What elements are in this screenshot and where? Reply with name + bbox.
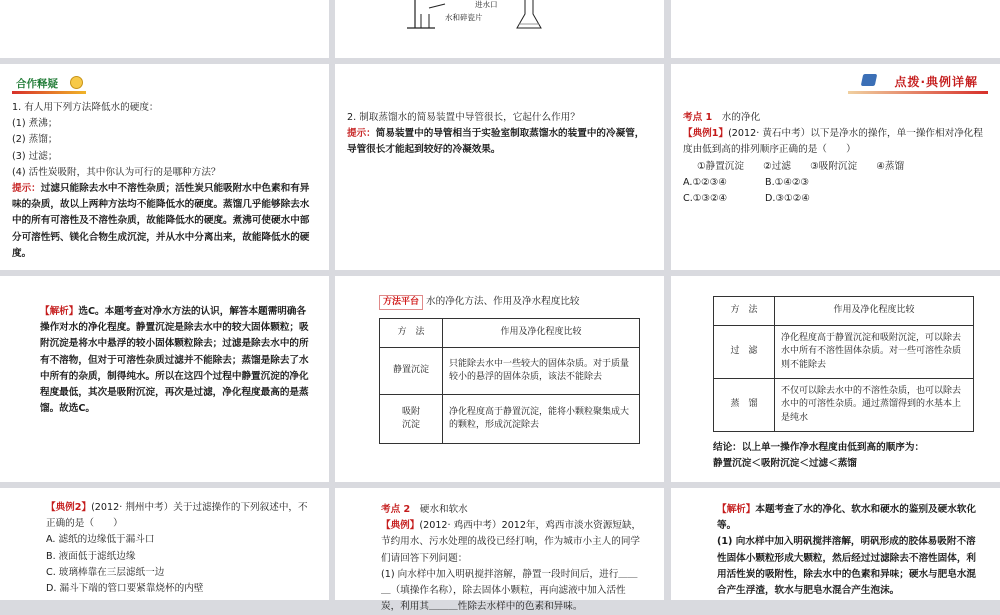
- column-header-method: 方 法: [714, 297, 775, 326]
- section-header-examples: [848, 72, 988, 92]
- section-header-label: 点拨·典例详解: [894, 75, 978, 89]
- example-text: (2012· 黄石中考）以下是净水的操作，单一操作相对净化程度由低到高的排列顺序正确的是（ ）: [683, 128, 983, 156]
- method-cell: 静置沉淀: [380, 348, 443, 395]
- table-header-row: [380, 319, 640, 348]
- example-text: (2012· 鸡西中考）2012年，鸡西市淡水资源短缺，节约用水、污水处理的战役已经打响，作为城市小主人的同学们请回答下列问题：: [381, 520, 642, 564]
- method-tag: 方法平台: [379, 295, 423, 310]
- table-row: [380, 395, 640, 444]
- question-1: (1) 向水样中加入明矾搅拌溶解，静置一段时间后，进行＿＿＿（填操作名称），除去固体小颗粒，再向滤液中加入活性炭，利用其＿＿＿性除去水样中的色素和异味。: [381, 568, 638, 613]
- slide-example-3: [335, 488, 664, 613]
- analysis-text: 本题考查了水的净化、软水和硬水的鉴别及硬水软化等。: [717, 504, 977, 532]
- choice-d: D. 漏斗下端的管口要紧靠烧杯的内壁: [46, 583, 204, 595]
- topic-label: 考点 1: [683, 112, 713, 123]
- option-3: (3) 过滤；: [12, 150, 58, 162]
- analysis-label: 【解析】: [40, 306, 79, 317]
- slide-top-middle: [335, 0, 664, 58]
- table-header-row: [714, 297, 974, 326]
- example-label: 【典例】: [381, 520, 420, 532]
- section-header-underline: [848, 91, 988, 94]
- example-paragraph: [683, 126, 988, 158]
- column-header-method: 方 法: [380, 319, 443, 348]
- topic-heading: [381, 502, 644, 518]
- table-row: [714, 379, 974, 432]
- description-cell: 净化程度高于静置沉淀，能将小颗粒聚集成大的颗粒，形成沉淀除去: [443, 395, 640, 444]
- section-header-underline: [12, 91, 86, 94]
- method-comparison-table: [713, 296, 974, 432]
- method-cell: 蒸 馏: [714, 379, 775, 432]
- hint-label: 提示：: [347, 128, 376, 140]
- topic-title: 水的净化: [721, 112, 761, 123]
- table-row: [714, 326, 974, 379]
- description-cell: 不仅可以除去水中的不溶性杂质，也可以除去水中的可溶性杂质。通过蒸馏得到的水基本上是纯水: [775, 379, 974, 432]
- hint-text: 过滤只能除去水中不溶性杂质；活性炭只能吸附水中色素和有异味的杂质，故以上两种方法均不能降低水的硬度。蒸馏几乎能够除去水中的所有可溶性及不溶性杂质，故能降低水的硬度。煮沸可使硬水中部分可溶性钙、镁化合物生成沉淀，并从水中分离出来，故能降低水的硬度。: [12, 183, 310, 259]
- slide-discussion-q1: [0, 64, 329, 270]
- slide-top-right: [671, 0, 1000, 58]
- question-text: 1. 有人用下列方法降低水的硬度：: [12, 102, 159, 113]
- method-title: 水的净化方法、作用及净水程度比较: [426, 296, 580, 307]
- column-header-description: 作用及净化程度比较: [443, 319, 640, 348]
- option-2: (2) 蒸馏；: [12, 134, 58, 146]
- hint-paragraph: [347, 126, 652, 158]
- option-4: (4) 活性炭吸附，其中你认为可行的是哪种方法？: [12, 166, 221, 178]
- column-header-description: 作用及净化程度比较: [775, 297, 974, 326]
- topic-heading: [683, 110, 988, 126]
- diagram-label-water: 水和碎瓷片: [445, 13, 483, 22]
- slide-example-2: [0, 488, 329, 600]
- analysis-label: 【解析】: [717, 504, 756, 515]
- question-text: 2. 制取蒸馏水的简易装置中导管很长，它起什么作用？: [347, 112, 580, 123]
- example-label: 【典例1】: [683, 128, 729, 140]
- method-cell: 过 滤: [714, 326, 775, 379]
- section-header-discussion: [12, 74, 86, 94]
- analysis-paragraph: [40, 304, 311, 417]
- analysis-paragraph: [717, 502, 982, 534]
- choice-d: D.③①②④: [765, 193, 810, 205]
- section-header-label: 合作释疑: [16, 78, 58, 90]
- operations-list: ①静置沉淀 ②过滤 ③吸附沉淀 ④蒸馏: [697, 160, 905, 172]
- smiley-icon: [70, 76, 83, 89]
- example-paragraph: [46, 500, 317, 532]
- slide-analysis-1: [0, 276, 329, 482]
- example-paragraph: [381, 518, 644, 567]
- analysis-text: 选C。本题考查对净水方法的认识，解答本题需明确各操作对水的净化程度。静置沉淀是除去水中的较大固体颗粒；吸附沉淀是将水中悬浮的较小固体颗粒除去；过滤是除去水中的所有不溶物，但对于可溶性杂质过滤并不能除去；蒸馏是除去了水中所有的杂质，制得纯水。所以在这四个过程中静置沉淀的净化程度最低，其次是吸附沉淀，再次是过滤，净化程度最高的是蒸馏。故选C。: [40, 306, 309, 415]
- table-row: [380, 348, 640, 395]
- choice-a: A. 滤纸的边缘低于漏斗口: [46, 534, 155, 546]
- topic-label: 考点 2: [381, 504, 411, 515]
- option-1: (1) 煮沸；: [12, 118, 58, 130]
- choice-c: C. 玻璃棒靠在三层滤纸一边: [46, 566, 165, 578]
- conclusion-text: 结论：以上单一操作净水程度由低到高的顺序为：: [713, 442, 925, 453]
- analysis-part-1: (1) 向水样中加入明矾搅拌溶解，明矾形成的胶体易吸附不溶性固体小颗粒形成大颗粒，然后经过过滤除去不溶性固体，利用活性炭的吸附性，除去水中的色素和异味；硬水与肥皂水混合产生浮渣，软水与肥皂水混合产生泡沫。: [717, 536, 977, 597]
- method-heading: [379, 294, 640, 310]
- slide-method-table-1: [335, 276, 664, 482]
- choice-b: B. 液面低于滤纸边缘: [46, 550, 136, 562]
- slide-top-left: [0, 0, 329, 58]
- example-label: 【典例2】: [46, 502, 92, 513]
- book-icon: [861, 74, 878, 86]
- slide-example-1: [671, 64, 1000, 270]
- example-text: (2012· 荆州中考）关于过滤操作的下列叙述中，不正确的是（ ）: [46, 502, 308, 530]
- slide-method-table-2: [671, 276, 1000, 482]
- hint-text: 简易装置中的导管相当于实验室制取蒸馏水的装置中的冷凝管，导管很长才能起到较好的冷凝效果。: [347, 128, 645, 156]
- choice-b: B.①④②③: [765, 176, 810, 188]
- topic-title: 硬水和软水: [419, 504, 468, 515]
- choice-c: C.①③②④: [683, 193, 728, 205]
- description-cell: 只能除去水中一些较大的固体杂质。对于质量较小的悬浮的固体杂质，该法不能除去: [443, 348, 640, 395]
- description-cell: 净化程度高于静置沉淀和吸附沉淀，可以除去水中所有不溶性固体杂质。对一些可溶性杂质则不能除去: [775, 326, 974, 379]
- hint-label: 提示：: [12, 183, 41, 195]
- choices-row-2: [683, 191, 988, 207]
- choice-a: A.①②③④: [683, 176, 727, 188]
- choices-row-1: [683, 175, 988, 191]
- slide-discussion-q2: [335, 64, 664, 270]
- hint-paragraph: [12, 181, 317, 262]
- method-cell: 吸附 沉淀: [380, 395, 443, 444]
- slide-analysis-2: [671, 488, 1000, 600]
- conclusion-order: 静置沉淀＜吸附沉淀＜过滤＜蒸馏: [713, 458, 857, 470]
- method-comparison-table: [379, 318, 640, 444]
- diagram-label-inlet: 进水口: [475, 0, 498, 9]
